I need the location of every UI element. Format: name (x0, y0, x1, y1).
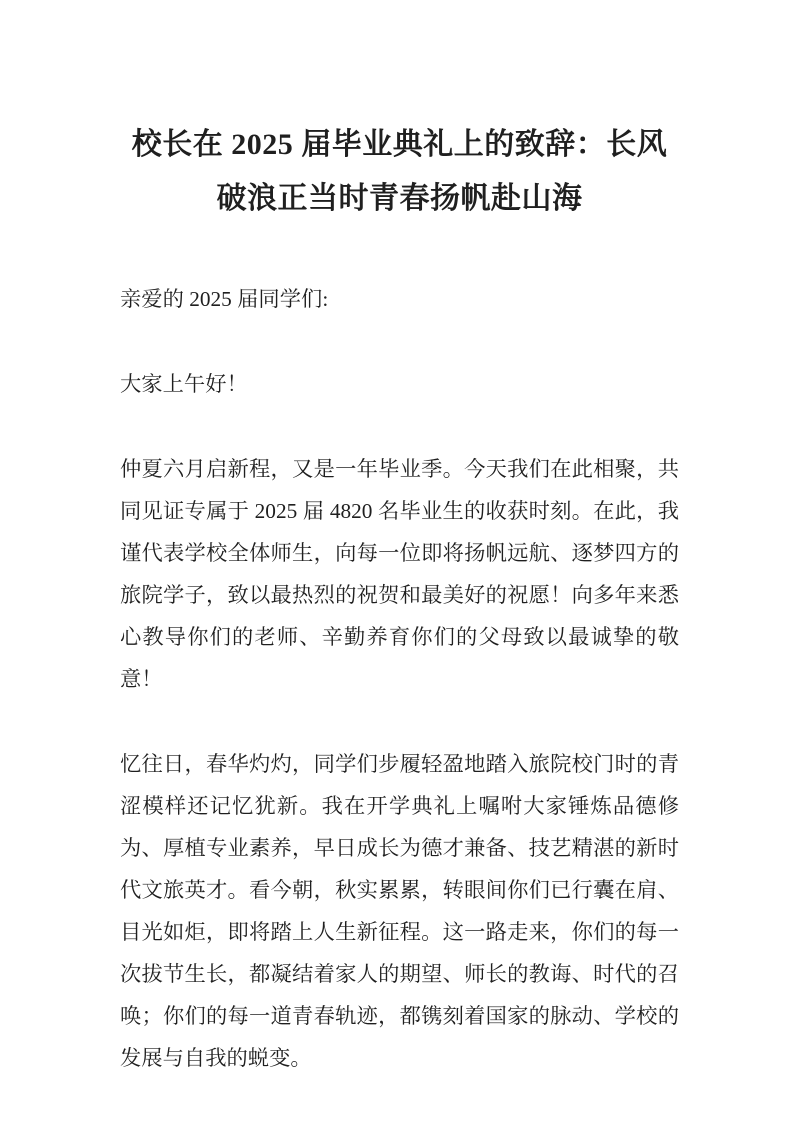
paragraph: 大家上午好！ (120, 372, 248, 396)
document-body (120, 278, 679, 1079)
document-title: 校长在 2025 届毕业典礼上的致辞：长风破浪正当时青春扬帆赴山海 (131, 128, 668, 215)
paragraph: 忆往日，春华灼灼，同学们步履轻盈地踏入旅院校门时的青涩模样还记忆犹新。我在开学典礼上嘱咐大家锤炼品德修为、厚植专业素养，早日成长为德才兼备、技艺精湛的新时代文旅英才。看今朝，秋实累累，转眼间你们已行囊在肩、目光如炬，即将踏上人生新征程。这一路走来，你们的每一次拔节生长，都凝结着家人的期望、师长的教诲、时代的召唤；你们的每一道青春轨迹，都镌刻着国家的脉动、学校的发展与自我的蜕变。 (120, 752, 679, 1070)
paragraph: 仲夏六月启新程，又是一年毕业季。今天我们在此相聚，共同见证专属于 2025 届 4820 名毕业生的收获时刻。在此，我谨代表学校全体师生，向每一位即将扬帆远航、逐梦四方的旅院学子，致以最热烈的祝贺和最美好的祝愿！向多年来悉心教导你们的老师、辛勤养育你们的父母致以最诚挚的敬意！ (120, 457, 679, 691)
paragraph: 亲爱的 2025 届同学们: (120, 287, 329, 311)
